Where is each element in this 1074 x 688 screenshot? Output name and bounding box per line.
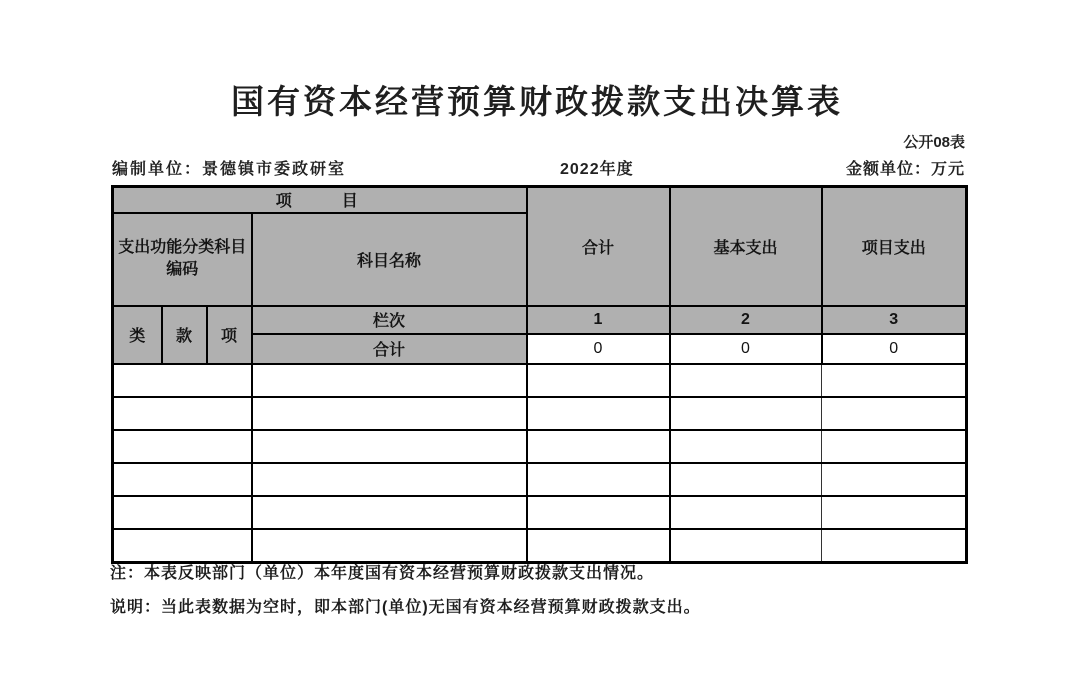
empty-project-expenditure-cell: [822, 529, 967, 563]
empty-total-cell: [527, 463, 670, 496]
header-basic-expenditure-column: 基本支出: [670, 187, 822, 306]
table-code-label: 公开08表: [903, 134, 965, 151]
table-row: [113, 463, 967, 496]
table-row: [113, 430, 967, 463]
empty-total-cell: [527, 397, 670, 430]
header-project-group: 项 目: [113, 187, 527, 213]
amount-unit-label: 金额单位：万元: [845, 161, 965, 178]
fiscal-year-label: 2022年度: [560, 161, 634, 178]
empty-subject-name-cell: [252, 529, 527, 563]
table-row: [113, 496, 967, 529]
header-project-expenditure-column: 项目支出: [822, 187, 967, 306]
total-row-value-project: 0: [822, 334, 967, 364]
empty-code-cell: [113, 430, 252, 463]
expenditure-table: [111, 185, 968, 564]
empty-total-cell: [527, 496, 670, 529]
prepared-by-label: 编制单位：景德镇市委政研室: [112, 161, 347, 178]
total-row-value-basic: 0: [670, 334, 822, 364]
empty-total-cell: [527, 529, 670, 563]
empty-basic-expenditure-cell: [670, 463, 822, 496]
empty-project-expenditure-cell: [822, 397, 967, 430]
header-category: 类: [113, 306, 162, 364]
empty-basic-expenditure-cell: [670, 496, 822, 529]
explanation-line: 说明：当此表数据为空时，即本部门(单位)无国有资本经营预算财政拨款支出。: [110, 599, 701, 616]
column-number-3: 3: [822, 306, 967, 334]
empty-project-expenditure-cell: [822, 496, 967, 529]
empty-basic-expenditure-cell: [670, 529, 822, 563]
total-row-value-total: 0: [527, 334, 670, 364]
column-number-2: 2: [670, 306, 822, 334]
empty-basic-expenditure-cell: [670, 430, 822, 463]
empty-project-expenditure-cell: [822, 430, 967, 463]
header-sub-item: 项: [207, 306, 252, 364]
empty-subject-name-cell: [252, 397, 527, 430]
empty-code-cell: [113, 364, 252, 397]
total-row-label: 合计: [252, 334, 527, 364]
empty-basic-expenditure-cell: [670, 364, 822, 397]
empty-code-cell: [113, 496, 252, 529]
header-item: 款: [162, 306, 207, 364]
empty-subject-name-cell: [252, 430, 527, 463]
header-total-column: 合计: [527, 187, 670, 306]
page-title: 国有资本经营预算财政拨款支出决算表: [231, 83, 843, 120]
header-subject-name: 科目名称: [252, 213, 527, 306]
empty-code-cell: [113, 529, 252, 563]
table-row: [113, 397, 967, 430]
empty-project-expenditure-cell: [822, 364, 967, 397]
empty-total-cell: [527, 364, 670, 397]
empty-project-expenditure-cell: [822, 463, 967, 496]
empty-subject-name-cell: [252, 496, 527, 529]
table-row: [113, 529, 967, 563]
empty-subject-name-cell: [252, 463, 527, 496]
header-column-row-label: 栏次: [252, 306, 527, 334]
empty-subject-name-cell: [252, 364, 527, 397]
empty-code-cell: [113, 397, 252, 430]
empty-basic-expenditure-cell: [670, 397, 822, 430]
note-line: 注：本表反映部门（单位）本年度国有资本经营预算财政拨款支出情况。: [110, 565, 655, 582]
empty-code-cell: [113, 463, 252, 496]
empty-total-cell: [527, 430, 670, 463]
table-row: [113, 364, 967, 397]
column-number-1: 1: [527, 306, 670, 334]
header-function-code: 支出功能分类科目编码: [113, 213, 252, 306]
